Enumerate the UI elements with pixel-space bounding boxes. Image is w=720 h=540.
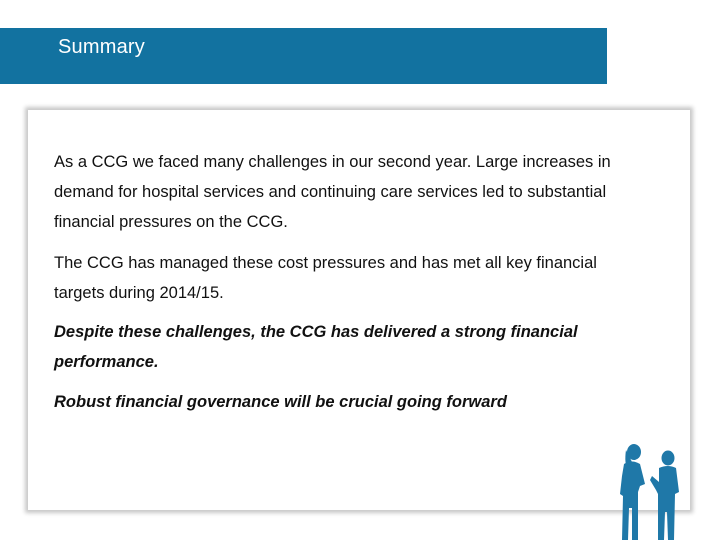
summary-paragraph-1: As a CCG we faced many challenges in our second year. Large increases in demand for hospital services and continuing care services led to substantial financial pressures on the CCG. xyxy=(54,153,611,231)
two-people-talking-icon xyxy=(612,440,692,540)
summary-paragraph-3: Despite these challenges, the CCG has delivered a strong financial performance. xyxy=(54,323,578,371)
slide-title: Summary xyxy=(58,36,145,58)
summary-paragraph-2: The CCG has managed these cost pressures and has met all key financial targets during 2014/15. xyxy=(54,254,597,302)
summary-paragraph-4: Robust financial governance will be crucial going forward xyxy=(54,393,507,411)
